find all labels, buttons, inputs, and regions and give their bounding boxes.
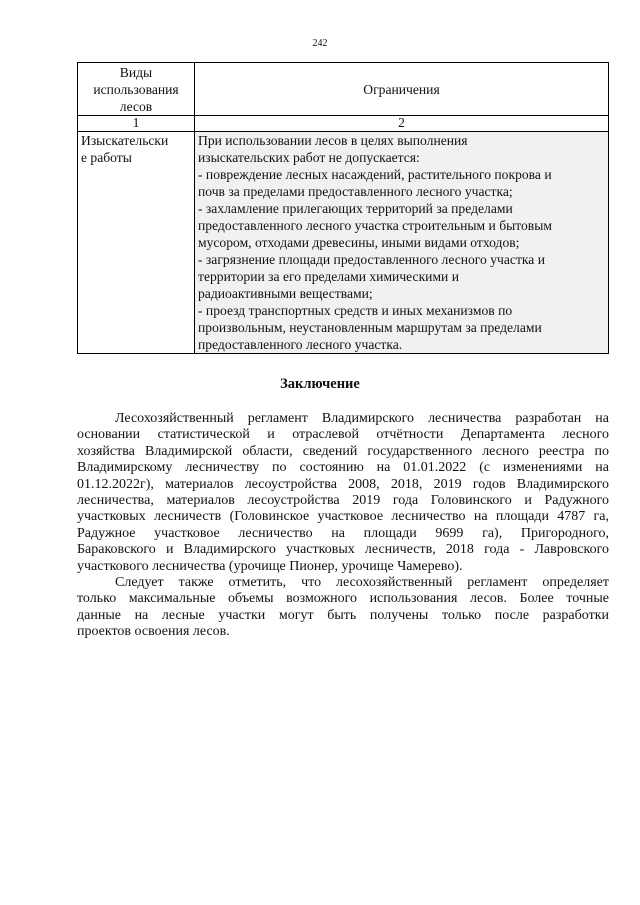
cell-line: предоставленного лесного участка строительным и бытовым	[198, 218, 552, 233]
cell-line: почв за пределами предоставленного лесного участка;	[198, 184, 513, 199]
header-restrictions: Ограничения	[195, 63, 609, 116]
paragraph-line: только максимальные объемы возможного использования лесов. Более точные	[77, 591, 609, 607]
paragraph-line: Бараковского и Владимирского участковых лесничеств, 2018 года - Лавровского	[77, 542, 609, 558]
paragraph-line: Следует также отметить, что лесохозяйственный регламент определяет	[115, 575, 609, 591]
cell-line: Изыскательски	[81, 133, 169, 148]
cell-line: - захламление прилегающих территорий за пределами	[198, 201, 513, 216]
paragraph-line: проектов освоения лесов.	[77, 624, 230, 640]
cell-line: предоставленного лесного участка.	[198, 337, 403, 352]
paragraph-line: данные на лесные участки могут быть получены только после разработки	[77, 607, 609, 623]
cell-line: - проезд транспортных средств и иных механизмов по	[198, 303, 513, 318]
paragraph-line: хозяйства Владимирской области, сведений государственного лесного реестра по	[77, 443, 609, 459]
column-number-row	[78, 116, 609, 132]
forest-use-restrictions-table	[77, 62, 609, 354]
paragraph-line: участкового лесничества (урочище Пионер, урочище Чамерево).	[77, 558, 463, 574]
header-line: использования	[93, 81, 179, 97]
table-row	[78, 132, 609, 354]
conclusion-title: Заключение	[280, 376, 360, 392]
cell-line: - загрязнение площади предоставленного лесного участка и	[198, 252, 545, 267]
header-line: Виды	[119, 64, 153, 80]
cell-line: При использовании лесов в целях выполнения	[198, 133, 468, 148]
header-forest-use-types	[78, 63, 195, 116]
header-line: лесов	[119, 98, 153, 114]
cell-line: территории за его пределами химическими и	[198, 269, 460, 284]
cell-line: е работы	[81, 150, 132, 165]
table-header-row	[78, 63, 609, 116]
cell-use-type	[78, 132, 195, 354]
cell-line: произвольным, неустановленным маршрутам за пределами	[198, 320, 542, 335]
cell-line: радиоактивными веществами;	[198, 286, 373, 301]
column-number-2: 2	[195, 116, 609, 132]
paragraph-line: Лесохозяйственный регламент Владимирского лесничества разработан на	[115, 411, 609, 426]
paragraph-line: 01.12.2022г), материалов лесоустройства 2008, 2018, 2019 годов Владимирского	[77, 476, 609, 492]
paragraph-line: участковых лесничеств (Головинское участковое лесничество на площади 4787 га,	[77, 509, 609, 525]
column-number-1: 1	[78, 116, 195, 132]
paragraph-line: Радужное участковое лесничество на площади 9699 га), Пригородного,	[77, 525, 609, 541]
paragraph-line: основании статистической и отраслевой отчётности Департамента лесного	[77, 427, 609, 443]
conclusion-paragraph-1	[77, 411, 609, 575]
page-number: 242	[312, 38, 328, 49]
paragraph-line: лесничества, материалов лесоустройства 2019 года Головинского и Радужного	[77, 493, 609, 509]
conclusion-body	[77, 411, 609, 641]
cell-line: изыскательских работ не допускается:	[198, 150, 420, 165]
paragraph-line: Владимирскому лесничеству по состоянию на 01.01.2022 (с изменениями на	[77, 460, 609, 476]
cell-line: - повреждение лесных насаждений, растительного покрова и	[198, 167, 552, 182]
cell-restrictions	[195, 132, 609, 354]
cell-line: мусором, отходами древесины, иными видами отходов;	[198, 235, 520, 250]
conclusion-paragraph-2	[77, 575, 609, 641]
